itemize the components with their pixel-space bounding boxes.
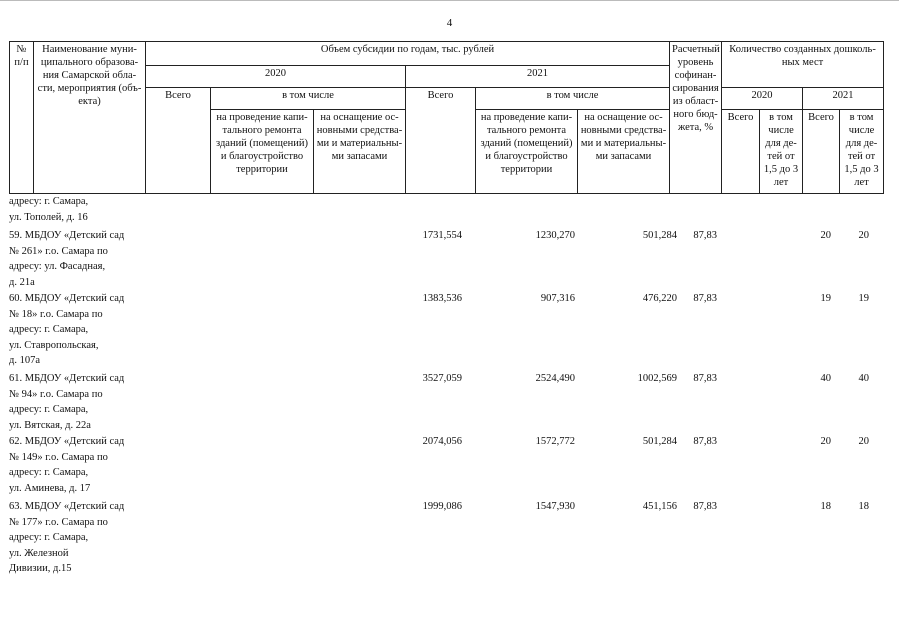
col-subsidy-header: Объем субсидии по годам, тыс. рублей	[146, 42, 670, 66]
subsidy-2021-including: в том числе	[476, 88, 670, 110]
col-number-header: № п/п	[10, 42, 34, 194]
page-top-border	[0, 0, 899, 4]
subsidy-2020-total: Всего	[146, 88, 211, 194]
cell-equipment-2021: 451,156	[642, 501, 677, 512]
cell-repair-2021: 1230,270	[535, 230, 575, 241]
col-level-header: Расчетный уровень софинан-сирования из област-ного бюд-жета, %	[670, 42, 722, 194]
subsidy-2020-equipment: на оснащение ос-новными средства-ми и материальны-ми запасами	[314, 110, 406, 194]
row-name: 62. МБДОУ «Детский сад № 149» г.о. Самара по адресу: г. Самара, ул. Аминева, д. 17	[9, 436, 125, 494]
cell-equipment-2021: 476,220	[642, 293, 677, 304]
cell-places-2021-total: 19	[820, 293, 831, 304]
places-2020-total: Всего	[722, 110, 760, 194]
cell-equipment-2021: 501,284	[642, 230, 677, 241]
cell-places-2021-total: 20	[820, 230, 831, 241]
cell-equipment-2021: 501,284	[642, 436, 677, 447]
cell-total-2021: 1383,536	[422, 293, 462, 304]
cell-total-2021: 3527,059	[422, 373, 462, 384]
cell-places-2021-small: 20	[858, 230, 869, 241]
row-name: адресу: г. Самара, ул. Тополей, д. 16	[9, 196, 89, 223]
cell-level: 87,83	[693, 436, 717, 447]
cell-repair-2021: 1547,930	[535, 501, 575, 512]
cell-equipment-2021: 1002,569	[637, 373, 677, 384]
cell-level: 87,83	[693, 373, 717, 384]
cell-places-2021-small: 40	[858, 373, 869, 384]
cell-total-2021: 2074,056	[422, 436, 462, 447]
cell-repair-2021: 1572,772	[535, 436, 575, 447]
places-2021-small: в том числе для де-тей от 1,5 до 3 лет	[840, 110, 884, 194]
cell-level: 87,83	[693, 230, 717, 241]
cell-places-2021-total: 40	[820, 373, 831, 384]
cell-level: 87,83	[693, 293, 717, 304]
places-2020-small: в том числе для де-тей от 1,5 до 3 лет	[760, 110, 803, 194]
cell-repair-2021: 907,316	[540, 293, 575, 304]
col-name-header: Наименование муни-ципального образова-ния Самарской обла-сти, мероприятия (объ-екта)	[34, 42, 146, 194]
subsidy-table-header	[9, 41, 884, 194]
subsidy-2020-repair: на проведение капи-тального ремонта зданий (помещений) и благоустройство территории	[211, 110, 314, 194]
cell-places-2021-small: 20	[858, 436, 869, 447]
places-year-2021: 2021	[803, 88, 884, 110]
page-number: 4	[446, 17, 453, 29]
subsidy-2020-including: в том числе	[211, 88, 406, 110]
subsidy-2021-total: Всего	[406, 88, 476, 194]
places-year-2020: 2020	[722, 88, 803, 110]
cell-places-2021-total: 18	[820, 501, 831, 512]
row-name: 61. МБДОУ «Детский сад № 94» г.о. Самара по адресу: г. Самара, ул. Вятская, д. 22а	[9, 373, 125, 431]
cell-total-2021: 1999,086	[422, 501, 462, 512]
subsidy-year-2021: 2021	[406, 66, 670, 88]
cell-repair-2021: 2524,490	[535, 373, 575, 384]
col-places-header: Количество созданных дошколь-ных мест	[722, 42, 884, 88]
subsidy-2021-equipment: на оснащение ос-новными средства-ми и материальны-ми запасами	[578, 110, 670, 194]
places-2021-total: Всего	[803, 110, 840, 194]
subsidy-year-2020: 2020	[146, 66, 406, 88]
subsidy-2021-repair: на проведение капи-тального ремонта зданий (помещений) и благоустройство территории	[476, 110, 578, 194]
row-name: 63. МБДОУ «Детский сад № 177» г.о. Самара по адресу: г. Самара, ул. Железной Дивизии, д.15	[9, 501, 125, 574]
cell-places-2021-small: 19	[858, 293, 869, 304]
cell-total-2021: 1731,554	[422, 230, 462, 241]
row-name: 59. МБДОУ «Детский сад № 261» г.о. Самара по адресу: ул. Фасадная, д. 21а	[9, 230, 125, 288]
cell-places-2021-total: 20	[820, 436, 831, 447]
row-name: 60. МБДОУ «Детский сад № 18» г.о. Самара по адресу: г. Самара, ул. Ставропольская, д. 107а	[9, 293, 125, 366]
cell-level: 87,83	[693, 501, 717, 512]
cell-places-2021-small: 18	[858, 501, 869, 512]
